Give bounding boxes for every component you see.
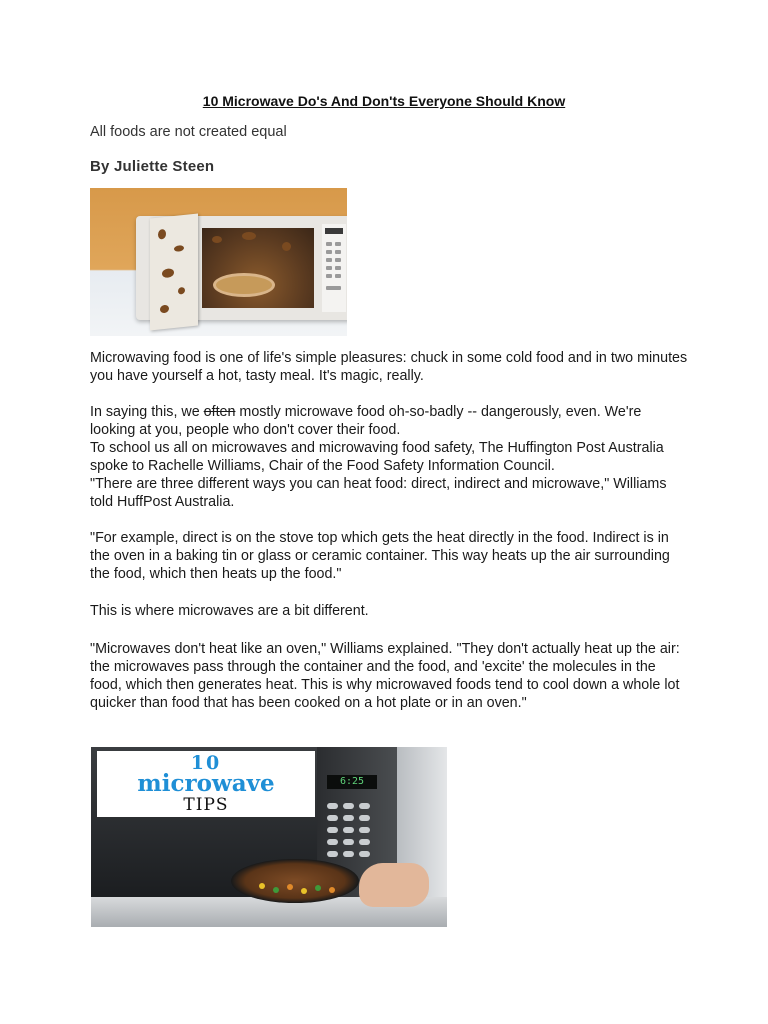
text-span: In saying this, we: [90, 404, 204, 420]
paragraph-text: "There are three different ways you can heat food: direct, indirect and microwave," Williams told HuffPost Australia.: [90, 476, 667, 510]
food-splatter: [282, 242, 291, 251]
microwave-cavity: [202, 228, 314, 308]
panel-button: [335, 266, 341, 270]
panel-button: [359, 851, 370, 857]
panel-button: [359, 803, 370, 809]
food-splatter: [174, 245, 184, 252]
food-splatter: [158, 229, 166, 240]
food-veg: [259, 883, 265, 889]
panel-button: [343, 827, 354, 833]
panel-button: [326, 250, 332, 254]
paragraph-text: This is where microwaves are a bit different.: [90, 603, 369, 619]
panel-button: [359, 815, 370, 821]
panel-button: [335, 258, 341, 262]
panel-button: [327, 803, 338, 809]
panel-button: [343, 839, 354, 845]
article-byline: By Juliette Steen: [90, 158, 215, 175]
paragraph-different: [90, 602, 690, 620]
food-splatter: [162, 268, 174, 278]
food-splatter: [160, 305, 169, 314]
food-veg: [329, 887, 335, 893]
paragraph-text: "For example, direct is on the stove top which gets the heat directly in the food. Indirect is in the oven in a baking tin or glass or ceramic container. This way heats up the air surrounding the food, which then heats up the food.": [90, 530, 670, 582]
panel-button: [326, 286, 341, 290]
food-veg: [315, 885, 321, 891]
tips-word: microwave: [137, 770, 275, 797]
microwave-door-open: [150, 213, 198, 330]
food-plate: [231, 859, 359, 903]
panel-button: [327, 827, 338, 833]
food-splatter: [178, 287, 185, 295]
panel-button: [326, 266, 332, 270]
paragraph-safety: [90, 403, 690, 511]
food-splatter: [212, 236, 222, 243]
microwave-control-panel: [322, 224, 346, 312]
panel-button: [327, 815, 338, 821]
tips-number: 10: [190, 752, 222, 774]
panel-button: [326, 242, 332, 246]
struck-word: often: [203, 404, 236, 420]
article-subtitle: All foods are not created equal: [90, 124, 287, 140]
microwave-display: [325, 228, 343, 234]
microwave-display: 6:25: [327, 775, 377, 789]
panel-button: [359, 839, 370, 845]
panel-button: [343, 803, 354, 809]
panel-button: [327, 839, 338, 845]
food-veg: [273, 887, 279, 893]
panel-button: [359, 827, 370, 833]
panel-button: [335, 242, 341, 246]
panel-button: [335, 250, 341, 254]
paragraph-intro: [90, 349, 690, 385]
panel-button: [327, 851, 338, 857]
paragraph-text: [90, 403, 690, 439]
food-veg: [301, 888, 307, 894]
paragraph-text: To school us all on microwaves and microwaving food safety, The Huffington Post Australia spoke to Rachelle Williams, Chair of the Food Safety Information Council.: [90, 440, 664, 474]
text-span: mostly microwave food oh-so-badly -- dangerously, even. We're looking at you, people who don't cover their food.: [90, 404, 642, 438]
panel-button: [343, 815, 354, 821]
panel-button: [326, 274, 332, 278]
panel-button: [335, 274, 341, 278]
food-plate: [216, 276, 272, 294]
microwave-tips-photo: [91, 747, 447, 927]
panel-button: [326, 258, 332, 262]
paragraph-explanation: [90, 640, 690, 712]
food-splatter: [242, 232, 256, 240]
dirty-microwave-photo: [90, 188, 347, 336]
paragraph-text: Microwaving food is one of life's simple pleasures: chuck in some cold food and in two minutes you have yourself a hot, tasty meal. It's magic, really.: [90, 350, 688, 384]
food-veg: [287, 884, 293, 890]
hand: [359, 863, 429, 907]
paragraph-text: "Microwaves don't heat like an oven," Williams explained. "They don't actually heat up the air: the microwaves pass through the container and the food, and 'excite' the molecules in the food, which then generates heat. This is why microwaved foods tend to cool down a whole lot quicker than food that has been cooked on a hot plate or in an oven.": [90, 641, 680, 711]
article-title: 10 Microwave Do's And Don'ts Everyone Should Know: [202, 93, 566, 109]
panel-button: [343, 851, 354, 857]
tips-banner: [97, 751, 315, 817]
paragraph-direct-indirect: [90, 529, 690, 583]
tips-label: TIPS: [183, 795, 229, 815]
